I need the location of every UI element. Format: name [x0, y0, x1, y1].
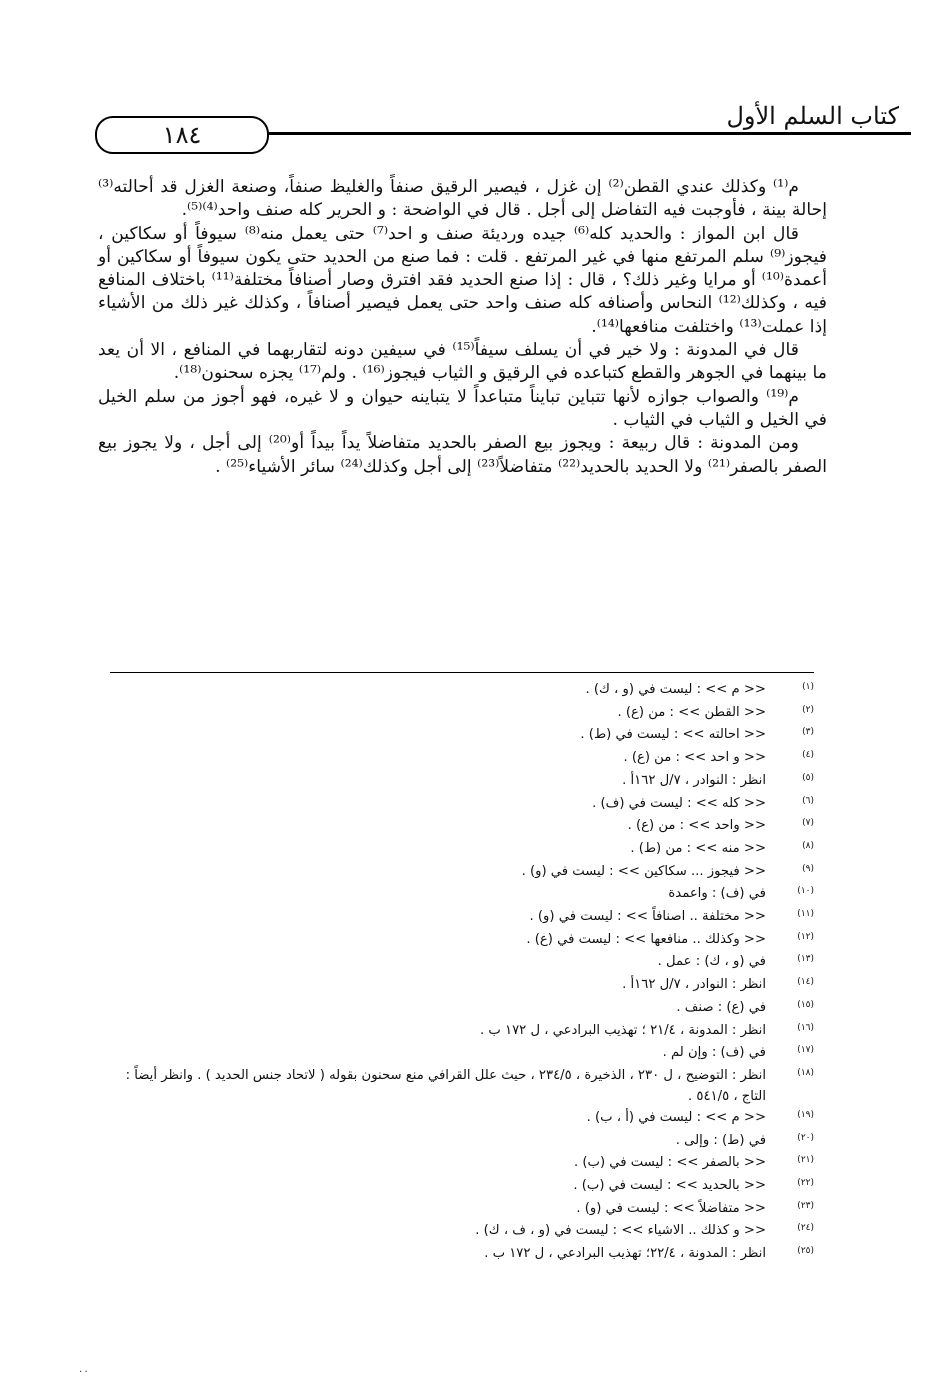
- footnote: [120, 1175, 814, 1198]
- footnote-number: (١٧): [797, 1045, 814, 1056]
- footnote-text: انظر : المدونة ، ٢١/٤ ؛ تهذيب البرادعي ، ل ١٧٢ ب .: [480, 1022, 766, 1038]
- footnote: [120, 1220, 814, 1243]
- footnote: [120, 724, 814, 747]
- footnote: [120, 838, 814, 861]
- footnote-number: (٥): [802, 772, 814, 783]
- footnote-number: (١٠): [797, 886, 814, 897]
- footnote-text: انظر : المدونة ، ٢٢/٤؛ تهذيب البرادعي ، ل ١٧٢ ب .: [484, 1246, 766, 1262]
- footnote-number: (١٤): [797, 977, 814, 988]
- footnote-number: (٢٠): [797, 1132, 814, 1143]
- footnote-text: << م >> : ليست في (أ ، ب) .: [586, 1109, 766, 1125]
- footnote: [120, 951, 814, 974]
- footnote: [120, 883, 814, 906]
- page-number: ١٨٤: [95, 116, 269, 154]
- footnote: [120, 770, 814, 793]
- footnote-number: (١): [802, 682, 814, 692]
- footnote: [120, 861, 814, 884]
- corner-mark: ٠٠: [78, 1366, 89, 1377]
- footnote-text: << م >> : ليست في (و ، ك) .: [585, 682, 766, 697]
- footnote-text: << و احد >> : من (ع) .: [623, 750, 766, 766]
- footnote-text: في (ع) : صنف .: [676, 999, 766, 1015]
- footnote-text: << بالحديد >> : ليست في (ب) .: [573, 1178, 766, 1194]
- footnote: [120, 1243, 814, 1266]
- footnote: [120, 1042, 814, 1065]
- footnote-text: << بالصفر >> : ليست في (ب) .: [574, 1155, 766, 1171]
- footnote-number: (١٣): [797, 954, 814, 965]
- footnote-text: << القطن >> : من (ع) .: [617, 704, 766, 720]
- footnote-number: (١٦): [797, 1022, 814, 1033]
- footnote: [120, 974, 814, 997]
- footnote-text: في (و ، ك) : عمل .: [657, 954, 766, 970]
- footnote-number: (١٨): [797, 1067, 814, 1078]
- footnote-text: << و كذلك .. الاشياء >> : ليست في (و ، ف ، ك) .: [475, 1223, 766, 1239]
- footnote: [120, 1152, 814, 1175]
- footnote-number: (٤): [802, 750, 814, 761]
- footnote: [120, 793, 814, 816]
- paragraph: قال في المدونة : ولا خير في أن يسلف سيفاً⁽¹⁵⁾ في سيفين دونه لتقاربهما في المنافع ، الا أن يعد ما بينهما في الجوهر والقطع كتباعده في الرقيق و الثياب فيجوز⁽¹⁶⁾ . ولم⁽¹⁷⁾ يجزه سحنون⁽¹⁸⁾.: [98, 340, 827, 384]
- footnote-text: انظر : النوادر ، ٧/ل ١٦٢أ .: [622, 977, 766, 993]
- footnote-number: (٢): [802, 704, 814, 715]
- paragraph: ومن المدونة : قال ربيعة : ويجوز بيع الصفر بالحديد متفاضلاً يداً بيداً أو⁽²⁰⁾ إلى أجل ، ولا يجوز بيع الصفر بالصفر⁽²¹⁾ ولا الحديد بالحديد⁽²²⁾ متفاضلاً⁽²³⁾ إلى أجل وكذلك⁽²⁴⁾ سائر الأشياء⁽²⁵⁾ .: [98, 433, 827, 477]
- footnote-text: << وكذلك .. منافعها >> : ليست في (ع) .: [526, 931, 766, 947]
- footnote: [120, 1198, 814, 1221]
- footnote-number: (١٥): [797, 999, 814, 1010]
- footnote-number: (١٢): [797, 931, 814, 942]
- paragraph: م⁽¹⁾ وكذلك عندي القطن⁽²⁾ إن غزل ، فيصير الرقيق صنفاً والغليظ صنفاً، وصنعة الغزل قد أحالته⁽³⁾ إحالة بينة ، فأوجبت فيه التفاضل إلى أجل . قال في الواضحة : و الحرير كله صنف واحد⁽⁴⁾⁽⁵⁾.: [98, 177, 827, 221]
- footnote-text: << مختلفة .. اصنافاً >> : ليست في (و) .: [529, 909, 766, 925]
- footnote-number: (٦): [802, 795, 814, 806]
- footnote-text: << منه >> : من (ط) .: [630, 840, 766, 856]
- footnote-text: انظر : النوادر ، ٧/ل ١٦٢أ .: [622, 772, 766, 788]
- footnote: [120, 1107, 814, 1130]
- paragraph: قال ابن المواز : والحديد كله⁽⁶⁾ جيده ورديئة صنف و احد⁽⁷⁾ حتى يعمل منه⁽⁸⁾ سيوفاً أو سكاكين ، فيجوز⁽⁹⁾ سلم المرتفع منها في غير المرتفع . قلت : فما صنع من الحديد حتى يكون سيوفاً أو سكاكين أو أعمدة⁽¹⁰⁾ أو مرايا وغير ذلك؟ ، قال : إذا صنع الحديد فقد افترق وصار أصنافاً مختلفة⁽¹¹⁾ باختلاف المنافع فيه ، وكذلك⁽¹²⁾ النحاس وأصنافه كله صنف واحد حتى يعمل فيصير أصنافاً ، وكذلك غير ذلك من الأشياء إذا عملت⁽¹³⁾ واختلفت منافعها⁽¹⁴⁾.: [98, 223, 827, 337]
- footnote-text: << كله >> : ليست في (ف) .: [592, 795, 766, 811]
- footnote-number: (٢٣): [797, 1200, 814, 1211]
- footnote-text: في (ف) : وإن لم .: [662, 1045, 766, 1061]
- footnote-number: (٢٥): [797, 1246, 814, 1257]
- footnote-number: (٢٤): [797, 1223, 814, 1234]
- footnote-number: (٩): [802, 863, 814, 874]
- footnote-number: (٨): [802, 840, 814, 851]
- main-text: [98, 176, 827, 479]
- footnote-separator: [110, 672, 814, 673]
- footnote: [120, 997, 814, 1020]
- footnote: [120, 679, 814, 702]
- book-title: كتاب السلم الأول: [726, 102, 899, 130]
- footnote-number: (٢٢): [797, 1178, 814, 1189]
- footnote: [120, 1065, 814, 1107]
- footnotes-list: [120, 679, 814, 1266]
- page-header: [0, 92, 939, 152]
- footnote-text: << احالته >> : ليست في (ط) .: [580, 727, 766, 743]
- footnote-text: انظر : التوضيح ، ل ٢٣٠ ، الذخيرة ، ٢٣٤/٥ ، حيث علل القرافي منع سحنون بقوله ( لاتحاد جنس الحديد ) . وانظر أيضاً : التاج ، ٥٤١/٥ .: [125, 1067, 766, 1104]
- footnote-number: (١١): [797, 909, 814, 920]
- footnote-text: << فيجوز ... سكاكين >> : ليست في (و) .: [521, 863, 766, 879]
- footnote: [120, 702, 814, 725]
- footnote-text: << متفاضلاً >> : ليست في (و) .: [576, 1200, 766, 1216]
- footnote-number: (١٩): [797, 1109, 814, 1120]
- footnote: [120, 815, 814, 838]
- footnote: [120, 1130, 814, 1153]
- footnote: [120, 1020, 814, 1043]
- footnote-number: (٣): [802, 727, 814, 738]
- paragraph: م⁽¹⁹⁾ والصواب جوازه لأنها تتباين تبايناً متباعداً لا يتباينه حيوان و لا غيره، فهو أجوز من سلم الخيل في الخيل و الثياب في الثياب .: [98, 386, 827, 430]
- footnote: [120, 929, 814, 952]
- footnote-number: (٢١): [797, 1155, 814, 1166]
- footnote-text: << واحد >> : من (ع) .: [627, 818, 766, 834]
- footnote-text: في (ط) : وإلى .: [675, 1132, 766, 1148]
- footnote: [120, 906, 814, 929]
- footnote-number: (٧): [802, 818, 814, 829]
- footnote-text: في (ف) : واعمدة: [668, 886, 766, 902]
- footnote: [120, 747, 814, 770]
